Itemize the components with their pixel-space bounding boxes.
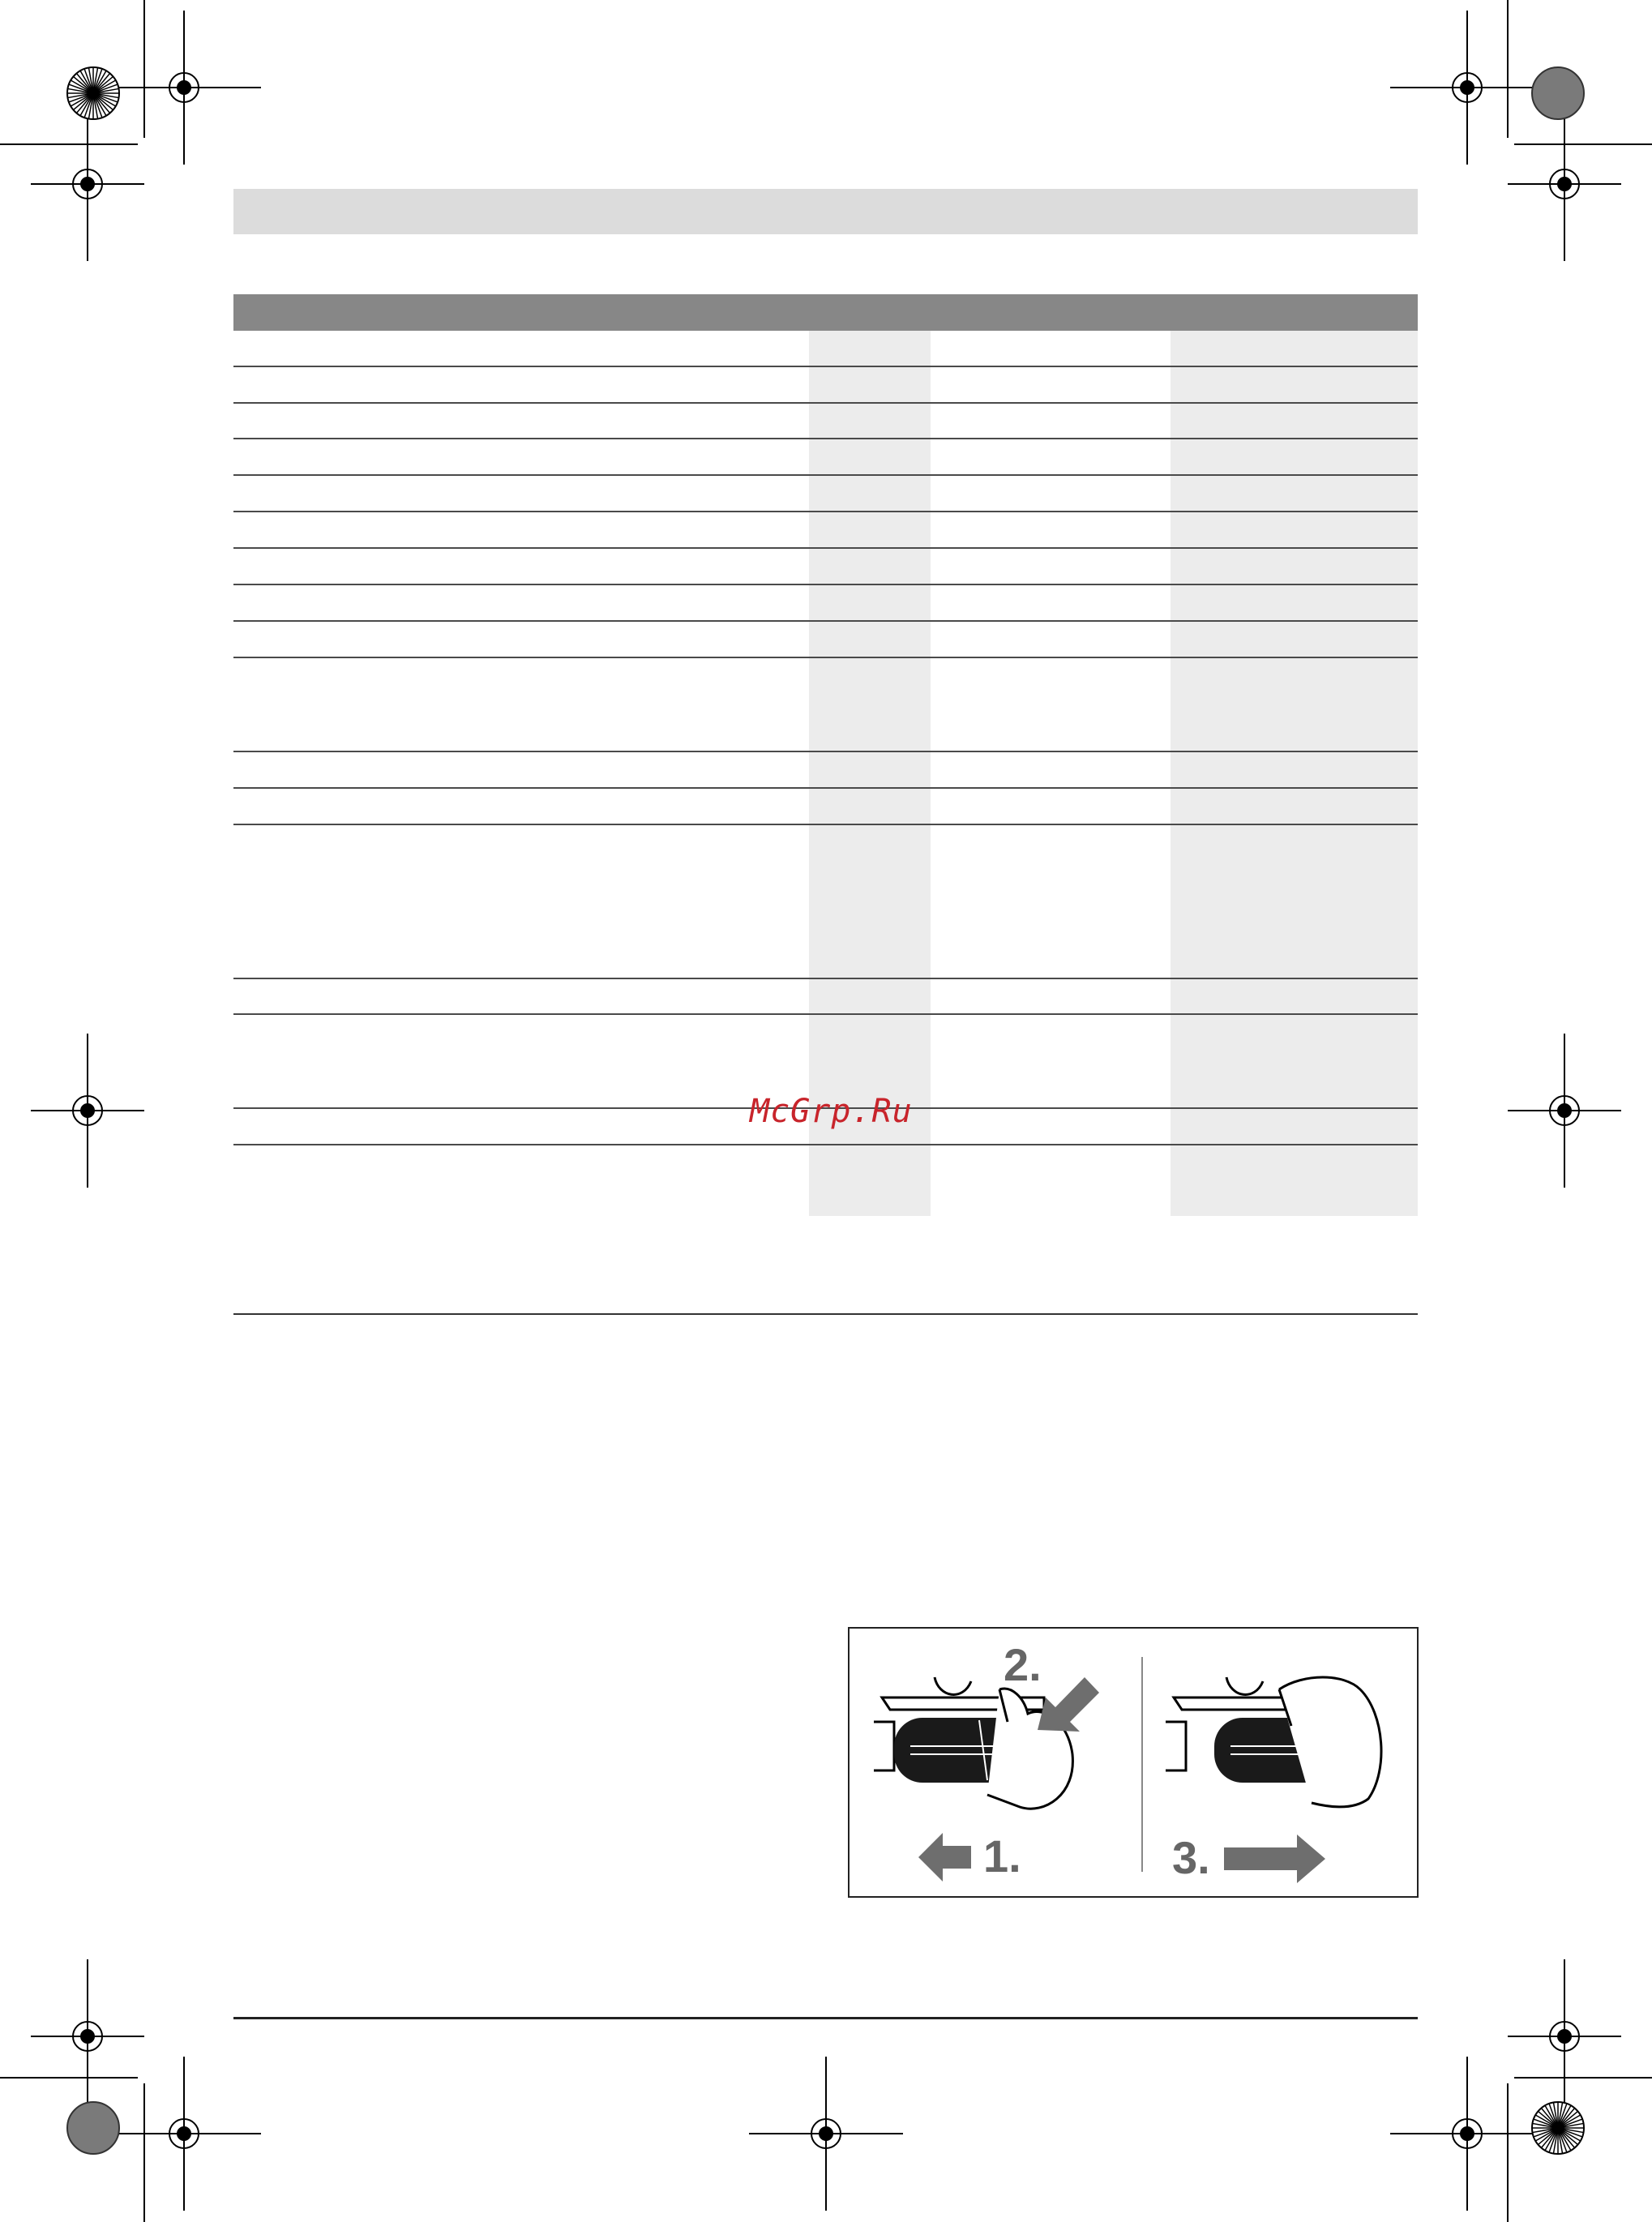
step-1-label: 1.: [983, 1830, 1021, 1882]
table-row: [233, 547, 1418, 549]
section-divider: [233, 1313, 1418, 1315]
step-2-label: 2.: [1004, 1639, 1042, 1690]
watermark-text: McGrp.Ru: [750, 1093, 913, 1130]
page-header-bar: [233, 189, 1418, 234]
table-row: [233, 366, 1418, 367]
footer-rule: [233, 2017, 1418, 2019]
table-row: [233, 1144, 1418, 1145]
table-row: [233, 584, 1418, 585]
table-header-row: [233, 294, 1418, 331]
battery-removal-figure: [848, 1627, 1419, 1898]
table-column-shade-b: [1171, 331, 1418, 1216]
table-row: [233, 511, 1418, 512]
table-column-shade-a: [809, 331, 931, 1216]
table-row: [233, 787, 1418, 789]
table-row: [233, 824, 1418, 825]
table-row: [233, 657, 1418, 658]
table-row: [233, 402, 1418, 404]
table-row: [233, 751, 1418, 752]
arrow-left-icon: [918, 1833, 975, 1882]
step-3-label: 3.: [1172, 1832, 1210, 1883]
table-row: [233, 620, 1418, 622]
table-row: [233, 1013, 1418, 1015]
table-row: [233, 978, 1418, 979]
arrow-press-icon: [1038, 1673, 1102, 1730]
figure-divider: [1141, 1657, 1143, 1872]
table-row: [233, 438, 1418, 439]
table-row: [233, 474, 1418, 476]
arrow-right-icon: [1224, 1835, 1329, 1883]
